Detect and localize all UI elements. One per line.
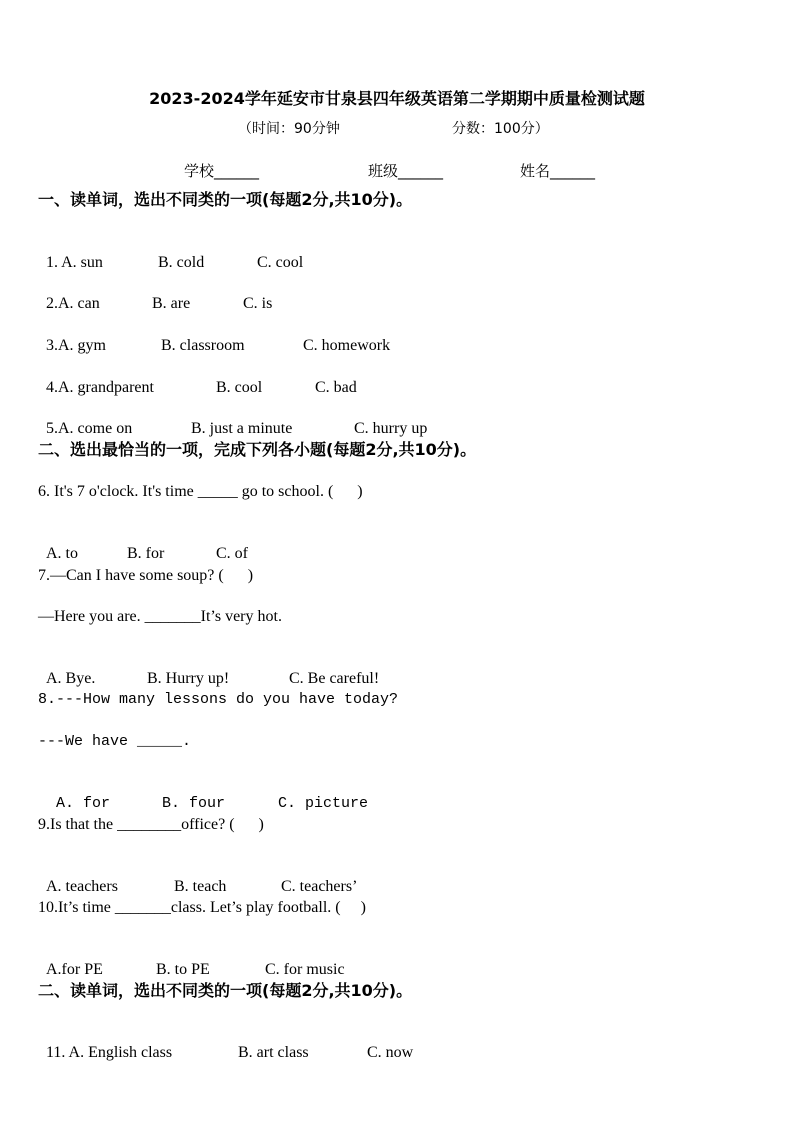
school-field: 学校______ <box>184 162 260 180</box>
option-a: 11. A. English class <box>46 1044 173 1061</box>
question-7-stem: 7.—Can I have some soup? ( ) <box>38 567 254 584</box>
option-a: 3.A. gym <box>46 337 106 354</box>
option-c: C. cool <box>257 254 304 271</box>
option-c: C. of <box>216 545 248 562</box>
time-info: （时间：90分钟 <box>238 121 340 137</box>
question-3 <box>38 316 390 356</box>
option-b: B. for <box>127 545 165 562</box>
option-a: A. Bye. <box>46 670 96 687</box>
question-7-reply: —Here you are. _______It’s very hot. <box>38 608 282 625</box>
score-info: 分数：100分） <box>452 121 549 137</box>
option-a: A. to <box>46 545 78 562</box>
option-c: C. now <box>367 1044 414 1061</box>
option-c: C. hurry up <box>354 420 428 437</box>
question-2 <box>38 274 272 314</box>
question-8-options <box>38 774 368 814</box>
option-a: A.for PE <box>46 961 103 978</box>
option-a: 2.A. can <box>46 295 100 312</box>
question-6-options <box>38 524 248 564</box>
name-field: 姓名______ <box>520 162 596 180</box>
section-heading-3: 二、读单词，选出不同类的一项(每题2分,共10分)。 <box>38 981 413 1000</box>
option-c: C. is <box>243 295 273 312</box>
option-a: 5.A. come on <box>46 420 133 437</box>
option-c: C. bad <box>315 379 357 396</box>
class-field: 班级______ <box>368 162 444 180</box>
option-b: B. cool <box>216 379 263 396</box>
option-b: B. to PE <box>156 961 210 978</box>
question-1 <box>38 233 303 273</box>
question-9-options <box>38 857 357 897</box>
option-a: A. teachers <box>46 878 118 895</box>
option-c: C. teachers’ <box>281 878 358 895</box>
question-4 <box>38 358 357 398</box>
question-9-stem: 9.Is that the ________office? ( ) <box>38 816 264 833</box>
option-b: B. cold <box>158 254 205 271</box>
question-8-reply: ---We have _____. <box>38 733 192 750</box>
question-10-stem: 10.It’s time _______class. Let’s play football. ( ) <box>38 899 366 916</box>
section-heading-1: 一、读单词，选出不同类的一项(每题2分,共10分)。 <box>38 190 413 209</box>
question-11 <box>38 1023 413 1063</box>
section-heading-2: 二、选出最恰当的一项，完成下列各小题(每题2分,共10分)。 <box>38 440 477 459</box>
option-b: B. Hurry up! <box>147 670 230 687</box>
option-b: B. art class <box>238 1044 309 1061</box>
option-b: B. four <box>162 795 226 812</box>
option-c: C. homework <box>303 337 391 354</box>
question-6-stem: 6. It's 7 o'clock. It's time _____ go to school. ( ) <box>38 483 363 500</box>
option-c: C. picture <box>278 795 369 812</box>
option-c: C. Be careful! <box>289 670 380 687</box>
option-b: B. classroom <box>161 337 245 354</box>
option-b: B. teach <box>174 878 227 895</box>
question-8-stem: 8.---How many lessons do you have today? <box>38 691 399 708</box>
option-a: 4.A. grandparent <box>46 379 154 396</box>
question-10-options <box>38 940 345 980</box>
option-a: 1. A. sun <box>46 254 103 271</box>
option-b: B. just a minute <box>191 420 293 437</box>
question-7-options <box>38 649 379 689</box>
option-a: A. for <box>56 795 111 812</box>
option-c: C. for music <box>265 961 345 978</box>
option-b: B. are <box>152 295 191 312</box>
page-title: 2023-2024学年延安市甘泉县四年级英语第二学期期中质量检测试题 <box>149 89 645 108</box>
question-5 <box>38 399 427 439</box>
